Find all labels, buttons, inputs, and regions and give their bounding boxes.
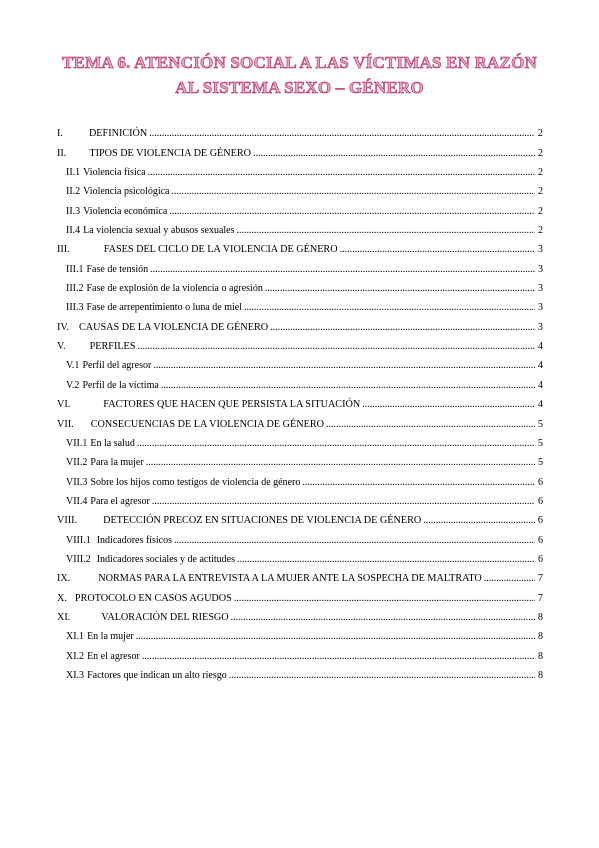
toc-entry-label: Violencia psicológica [83, 186, 170, 198]
toc-entry-number: I. [57, 128, 63, 140]
toc-entry-page-number: 6 [538, 495, 543, 507]
toc-entry[interactable] [57, 411, 543, 430]
toc-dot-leader [172, 186, 536, 198]
toc-entry[interactable] [57, 643, 543, 662]
toc-entry[interactable] [57, 121, 543, 140]
toc-entry-number: IV. [57, 321, 69, 333]
toc-entry-number: VII.4 [66, 495, 88, 507]
toc-dot-leader [326, 419, 535, 431]
toc-entry-page-number: 5 [538, 457, 543, 469]
toc-dot-leader [152, 496, 535, 508]
toc-entry-page-number: 6 [538, 553, 543, 565]
toc-entry-label: TIPOS DE VIOLENCIA DE GÉNERO [89, 147, 252, 159]
toc-entry-label: Fase de explosión de la violencia o agresión [86, 283, 263, 295]
document-title [40, 50, 559, 100]
toc-entry[interactable] [57, 334, 543, 353]
title-line-1: TEMA 6. ATENCIÓN SOCIAL A LAS VÍCTIMAS EN RAZÓN [62, 53, 537, 72]
toc-dot-leader [244, 302, 535, 314]
toc-entry-page-number: 8 [537, 611, 543, 623]
toc-entry-number: III.1 [66, 263, 84, 275]
toc-entry-page-number: 4 [538, 360, 543, 372]
toc-entry-page-number: 2 [538, 186, 543, 198]
toc-entry-number: VIII.1 [66, 534, 91, 546]
toc-entry-page-number: 2 [538, 225, 543, 237]
toc-entry[interactable] [57, 450, 543, 469]
toc-entry-page-number: 3 [538, 302, 543, 314]
toc-entry[interactable] [57, 160, 543, 179]
toc-entry[interactable] [57, 372, 543, 391]
toc-entry-page-number: 2 [538, 205, 543, 217]
toc-entry-page-number: 8 [538, 650, 543, 662]
toc-entry-number: VII.1 [66, 437, 88, 449]
toc-dot-leader [136, 631, 535, 643]
toc-entry-number: IX. [57, 573, 71, 585]
table-of-contents [57, 121, 543, 682]
toc-entry-page-number: 6 [538, 476, 543, 488]
toc-entry-label: Violencia física [83, 167, 146, 179]
toc-entry-label: En la mujer [87, 631, 134, 643]
toc-entry[interactable] [57, 179, 543, 198]
toc-entry-number: II.1 [66, 167, 81, 179]
toc-dot-leader [137, 341, 535, 353]
toc-entry-label: Para la mujer [90, 457, 144, 469]
toc-entry-label: CAUSAS DE LA VIOLENCIA DE GÉNERO [78, 321, 269, 333]
toc-dot-leader [340, 244, 535, 256]
toc-entry-number: III.3 [66, 302, 84, 314]
toc-dot-leader [231, 612, 535, 624]
toc-dot-leader [169, 206, 535, 218]
toc-entry[interactable] [57, 140, 543, 159]
toc-dot-leader [270, 322, 535, 334]
toc-entry-page-number: 8 [538, 669, 543, 681]
toc-entry[interactable] [57, 198, 543, 217]
toc-entry-page-number: 3 [538, 263, 543, 275]
toc-dot-leader [150, 264, 535, 276]
toc-entry-label: Perfil de la víctima [82, 379, 159, 391]
toc-entry-label: La violencia sexual y abusos sexuales [83, 225, 235, 237]
toc-entry-label: FASES DEL CICLO DE LA VIOLENCIA DE GÉNERO [103, 244, 338, 256]
toc-entry-page-number: 4 [537, 341, 543, 353]
toc-entry-page-number: 8 [538, 631, 543, 643]
toc-entry-label: PERFILES [89, 341, 136, 353]
toc-entry-label: Fase de arrepentimiento o luna de miel [86, 302, 243, 314]
toc-entry-label: En la salud [90, 437, 135, 449]
toc-entry[interactable] [57, 547, 543, 566]
toc-dot-leader [149, 128, 535, 140]
toc-entry-label: PROTOCOLO EN CASOS AGUDOS [74, 592, 232, 604]
toc-dot-leader [362, 399, 535, 411]
toc-entry-number: VII. [57, 418, 74, 430]
toc-dot-leader [302, 477, 535, 489]
toc-entry-page-number: 5 [537, 418, 543, 430]
toc-entry-label: DEFINICIÓN [88, 128, 148, 140]
toc-entry-label: NORMAS PARA LA ENTREVISTA A LA MUJER ANTE LA SOSPECHA DE MALTRATO [98, 573, 482, 585]
title-line-2: AL SISTEMA SEXO – GÉNERO [175, 78, 424, 97]
toc-entry-page-number: 5 [538, 437, 543, 449]
toc-entry-page-number: 3 [538, 283, 543, 295]
toc-entry[interactable] [57, 295, 543, 314]
toc-entry[interactable] [57, 527, 543, 546]
toc-entry-number: VII.2 [66, 457, 88, 469]
toc-entry-page-number: 6 [537, 515, 543, 527]
toc-entry-page-number: 4 [537, 399, 543, 411]
toc-entry-page-number: 2 [537, 147, 543, 159]
toc-dot-leader [484, 573, 535, 585]
toc-entry-number: III. [57, 244, 70, 256]
toc-entry[interactable] [57, 431, 543, 450]
toc-entry-label: CONSECUENCIAS DE LA VIOLENCIA DE GÉNERO [90, 418, 324, 430]
toc-entry[interactable] [57, 605, 543, 624]
toc-entry[interactable] [57, 566, 543, 585]
toc-entry-page-number: 3 [537, 244, 543, 256]
toc-dot-leader [234, 593, 535, 605]
toc-entry[interactable] [57, 585, 543, 604]
toc-entry[interactable] [57, 508, 543, 527]
toc-entry[interactable] [57, 314, 543, 333]
toc-entry-number: XI.2 [66, 650, 85, 662]
toc-dot-leader [153, 360, 535, 372]
toc-dot-leader [148, 167, 535, 179]
toc-entry-number: XI.3 [66, 669, 85, 681]
toc-entry-number: X. [57, 592, 67, 604]
toc-entry-label: Fase de tensión [86, 263, 149, 275]
toc-entry-number: XI.1 [66, 631, 85, 643]
toc-entry-page-number: 2 [537, 128, 543, 140]
toc-entry-label: Indicadores sociales y de actitudes [96, 553, 235, 565]
toc-entry[interactable] [57, 353, 543, 372]
toc-entry-page-number: 4 [538, 379, 543, 391]
toc-entry-page-number: 7 [537, 573, 543, 585]
toc-dot-leader [146, 457, 535, 469]
toc-entry-number: V. [57, 341, 66, 353]
toc-entry-label: DETECCIÓN PRECOZ EN SITUACIONES DE VIOLENCIA DE GÉNERO [103, 515, 422, 527]
toc-entry-page-number: 7 [537, 592, 543, 604]
toc-entry-label: Violencia económica [83, 205, 168, 217]
toc-entry-page-number: 2 [538, 167, 543, 179]
toc-entry[interactable] [57, 489, 543, 508]
toc-entry[interactable] [57, 624, 543, 643]
toc-entry-number: VI. [57, 399, 71, 411]
toc-dot-leader [237, 554, 535, 566]
toc-entry-number: II.3 [66, 205, 81, 217]
toc-dot-leader [174, 535, 535, 547]
toc-entry-label: Perfil del agresor [82, 360, 152, 372]
toc-entry-label: Indicadores físicos [96, 534, 172, 546]
toc-entry[interactable] [57, 218, 543, 237]
toc-entry-number: II.2 [66, 186, 81, 198]
toc-entry-number: VII.3 [66, 476, 88, 488]
toc-entry[interactable] [57, 276, 543, 295]
toc-entry[interactable] [57, 469, 543, 488]
toc-entry-page-number: 3 [537, 321, 543, 333]
toc-dot-leader [142, 651, 535, 663]
toc-dot-leader [265, 283, 535, 295]
toc-entry-number: II.4 [66, 225, 81, 237]
toc-entry-number: VIII.2 [66, 553, 91, 565]
toc-entry-label: Sobre los hijos como testigos de violencia de género [90, 476, 301, 488]
toc-entry[interactable] [57, 256, 543, 275]
toc-dot-leader [137, 438, 535, 450]
toc-entry[interactable] [57, 392, 543, 411]
toc-entry[interactable] [57, 663, 543, 682]
toc-entry[interactable] [57, 237, 543, 256]
toc-entry-label: VALORACIÓN DEL RIESGO [101, 611, 229, 623]
toc-dot-leader [229, 670, 535, 682]
toc-dot-leader [161, 380, 535, 392]
toc-entry-label: En el agresor [87, 650, 140, 662]
toc-entry-label: Factores que indican un alto riesgo [87, 669, 227, 681]
toc-entry-label: FACTORES QUE HACEN QUE PERSISTA LA SITUACIÓN [103, 399, 361, 411]
toc-entry-number: III.2 [66, 283, 84, 295]
toc-entry-page-number: 6 [538, 534, 543, 546]
toc-entry-label: Para el agresor [90, 495, 150, 507]
toc-entry-number: II. [57, 147, 67, 159]
toc-entry-number: VIII. [57, 515, 78, 527]
toc-entry-number: XI. [57, 611, 71, 623]
toc-entry-number: V.2 [66, 379, 80, 391]
toc-dot-leader [237, 225, 535, 237]
toc-dot-leader [253, 148, 535, 160]
toc-dot-leader [423, 515, 535, 527]
toc-entry-number: V.1 [66, 360, 80, 372]
